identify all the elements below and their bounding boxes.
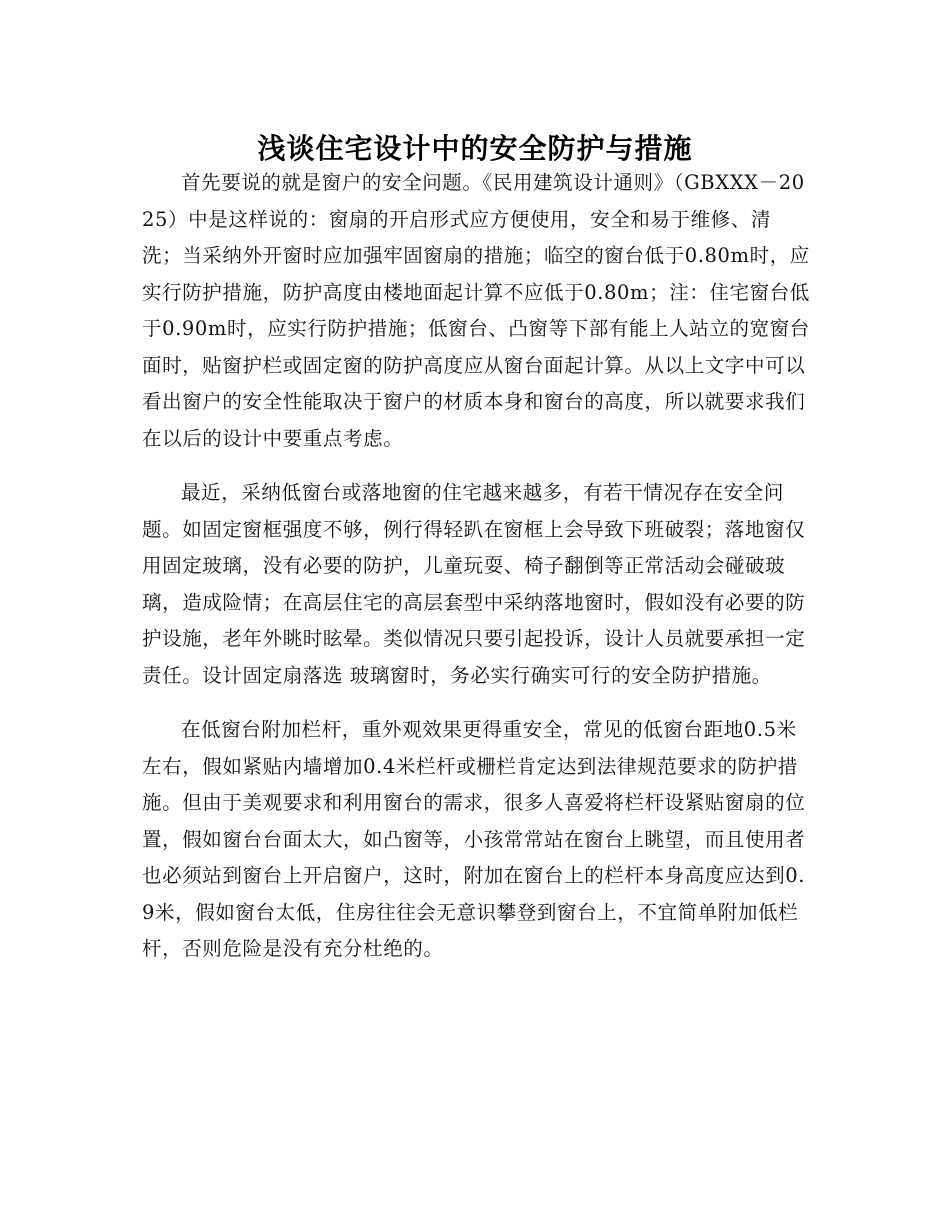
document-title: 浅谈住宅设计中的安全防护与措施: [257, 131, 693, 165]
paragraph-3: 在低窗台附加栏杆，重外观效果更得重安全，常见的低窗台距地0.5米左右，假如紧贴内墙增加0.4米栏杆或栅栏肯定达到法律规范要求的防护措施。但由于美观要求和利用窗台的需求，很多人喜爱将栏杆设紧贴窗扇的位置，假如窗台台面太大，如凸窗等，小孩常常站在窗台上眺望，而且使用者也必须站到窗台上开启窗户，这时，附加在窗台上的栏杆本身高度应达到0.9米，假如窗台太低，住房往往会无意识攀登到窗台上，不宜简单附加低栏杆，否则危险是没有充分杜绝的。: [142, 718, 806, 960]
document-body: [142, 165, 810, 986]
paragraph-2: 最近，采纳低窗台或落地窗的住宅越来越多，有若干情况存在安全问题。如固定窗框强度不够，例行得轻趴在窗框上会导致下班破裂；落地窗仅用固定玻璃，没有必要的防护，儿童玩耍、椅子翻倒等正常活动会碰破玻璃，造成险情；在高层住宅的高层套型中采纳落地窗时，假如没有必要的防护设施，老年外眺时眩晕。类似情况只要引起投诉，设计人员就要承担一定责任。设计固定扇落选 玻璃窗时，务必实行确实可行的安全防护措施。: [142, 481, 806, 687]
paragraph-1: 首先要说的就是窗户的安全问题。《民用建筑设计通则》（GBXXX－2025）中是这样说的：窗扇的开启形式应方便使用，安全和易于维修、清洗；当采纳外开窗时应加强牢固窗扇的措施；临空的窗台低于0.80m时，应实行防护措施，防护高度由楼地面起计算不应低于0.80m；注：住宅窗台低于0.90m时，应实行防护措施；低窗台、凸窗等下部有能上人站立的宽窗台面时，贴窗护栏或固定窗的防护高度应从窗台面起计算。从以上文字中可以看出窗户的安全性能取决于窗户的材质本身和窗台的高度，所以就要求我们在以后的设计中要重点考虑。: [142, 171, 810, 450]
